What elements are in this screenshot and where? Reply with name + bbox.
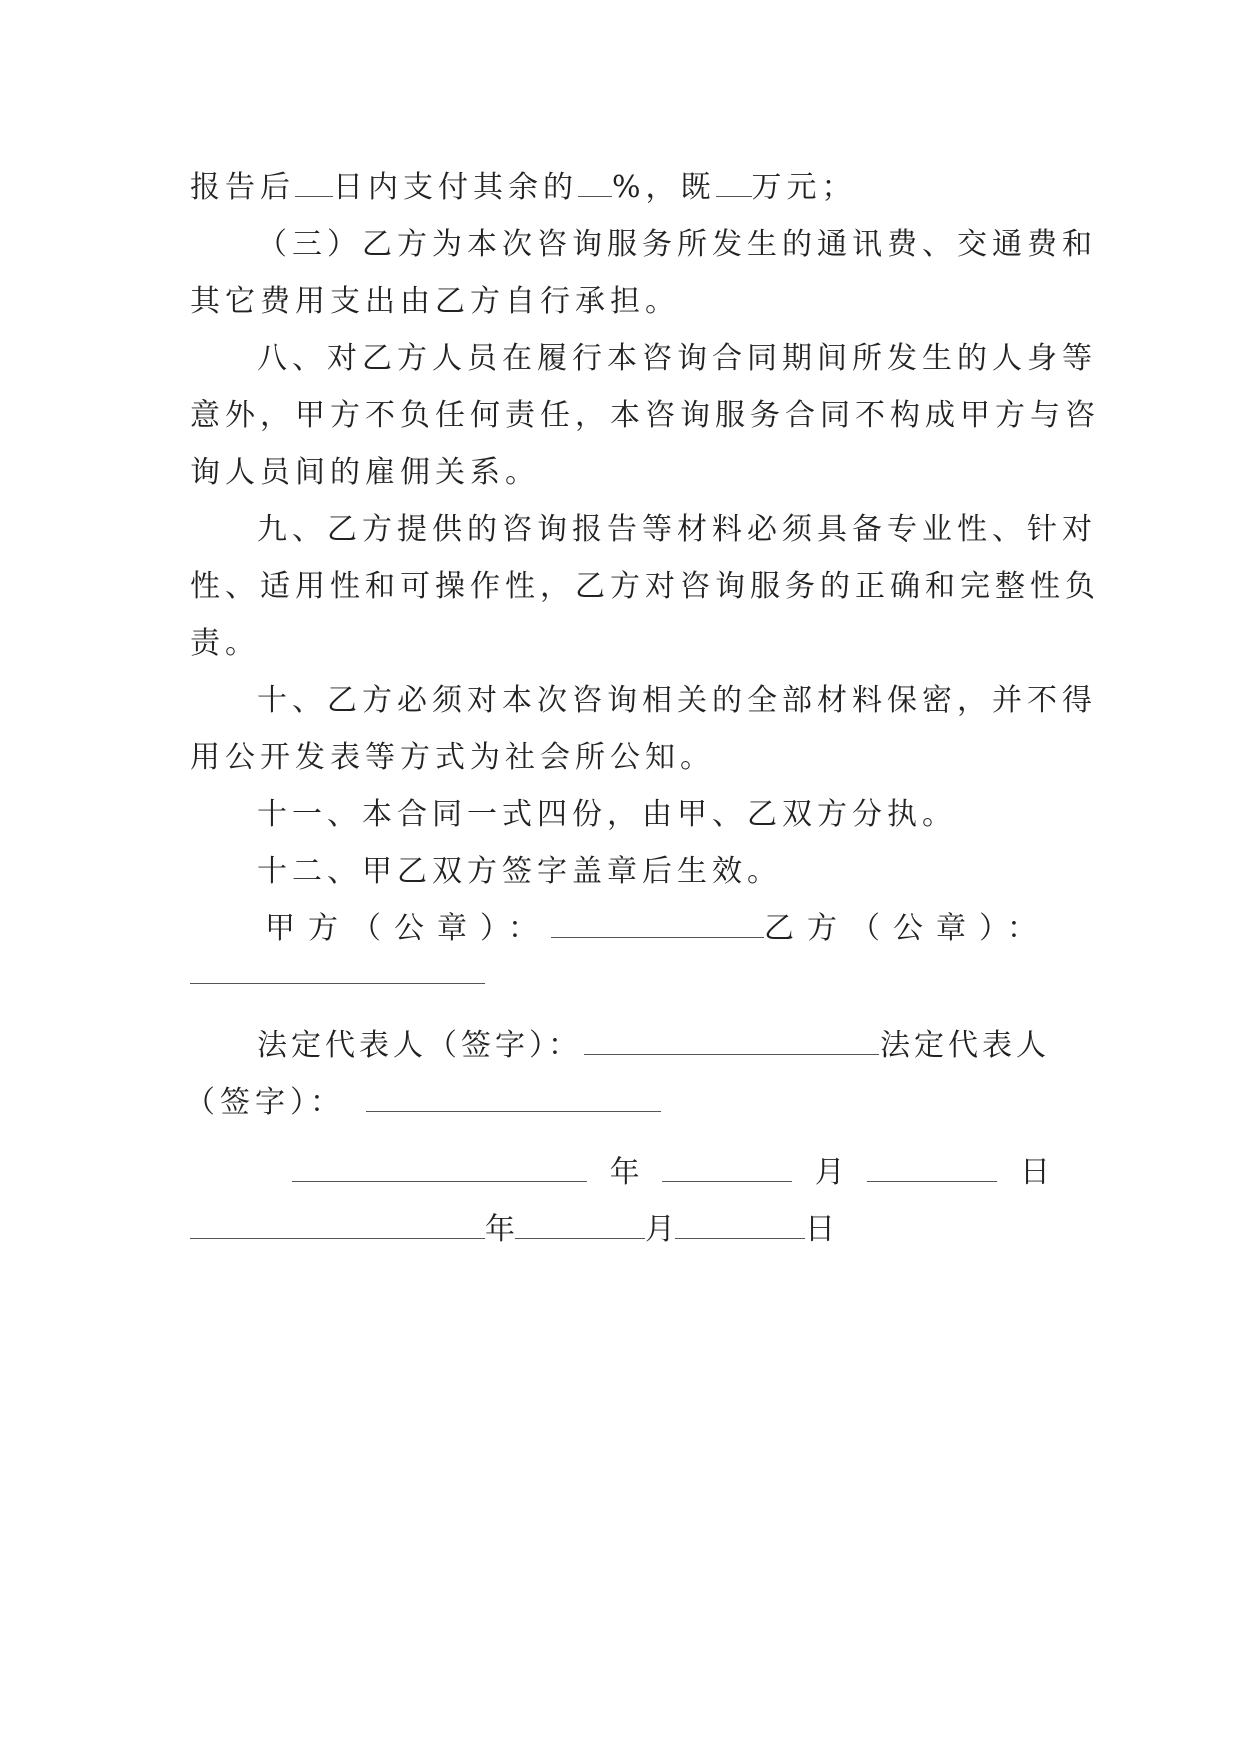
legal-rep-line [257,1026,1050,1066]
clause-8-line-3: 询人员间的雇佣关系。 [190,455,540,490]
blank-percent [578,170,612,197]
legal-rep-b-blank [366,1085,661,1112]
party-b-seal-label: 乙方（公章）： [764,911,1050,946]
clause-10-line-2: 用公开发表等方式为社会所公知。 [190,740,715,775]
date-line-a [292,1153,1050,1193]
party-a-seal-label: 甲方（公章）： [265,911,551,946]
date-b-year-label: 年 [485,1212,515,1247]
date-a-day-blank [867,1155,997,1182]
clause-8-line-1: 八、对乙方人员在履行本咨询合同期间所发生的人身等 [257,341,1097,376]
text-ten-thousand-yuan: 万元； [751,170,857,205]
payment-remainder-line [190,168,1050,208]
legal-rep-b-label: 法定代表人 [880,1028,1050,1063]
date-a-day-label: 日 [1019,1155,1050,1190]
clause-8-line-2: 意外，甲方不负任何责任，本咨询服务合同不构成甲方与咨 [190,398,1100,433]
text-report-after: 报告后 [190,170,295,205]
date-line-b [190,1210,1050,1250]
clause-7-3-line-1: （三）乙方为本次咨询服务所发生的通讯费、交通费和 [257,227,1097,262]
party-b-seal-blank [190,957,485,984]
date-b-month-label: 月 [645,1212,675,1247]
text-percent: %，既 [612,170,716,205]
date-a-month-blank [662,1155,792,1182]
legal-rep-a-label: 法定代表人（签字）： [257,1028,582,1063]
clause-9-line-3: 责。 [190,626,260,661]
seal-line [265,909,1050,949]
clause-9-line-2: 性、适用性和可操作性，乙方对咨询服务的正确和完整性负 [190,569,1100,604]
blank-days [295,170,333,197]
legal-rep-b-sign-label: （签字）： [185,1085,345,1120]
blank-amount [716,170,752,197]
legal-rep-a-blank [584,1028,879,1055]
text-days-pay-remainder: 日内支付其余的 [333,170,578,205]
date-b-day-blank [675,1212,805,1239]
clause-12: 十二、甲乙双方签字盖章后生效。 [257,854,782,889]
clause-9-line-1: 九、乙方提供的咨询报告等材料必须具备专业性、针对 [257,512,1097,547]
clause-7-3-line-2: 其它费用支出由乙方自行承担。 [190,284,680,319]
clause-11: 十一、本合同一式四份，由甲、乙双方分执。 [257,797,957,832]
date-a-month-label: 月 [814,1155,845,1190]
legal-rep-b-line [185,1083,1045,1123]
date-b-month-blank [515,1212,645,1239]
date-b-day-label: 日 [805,1212,835,1247]
date-a-year-blank [292,1155,587,1182]
party-a-seal-blank [551,911,764,938]
date-b-year-blank [190,1212,485,1239]
party-b-seal-blank-line [190,955,1050,995]
date-a-year-label: 年 [609,1155,640,1190]
clause-10-line-1: 十、乙方必须对本次咨询相关的全部材料保密，并不得 [257,683,1097,718]
